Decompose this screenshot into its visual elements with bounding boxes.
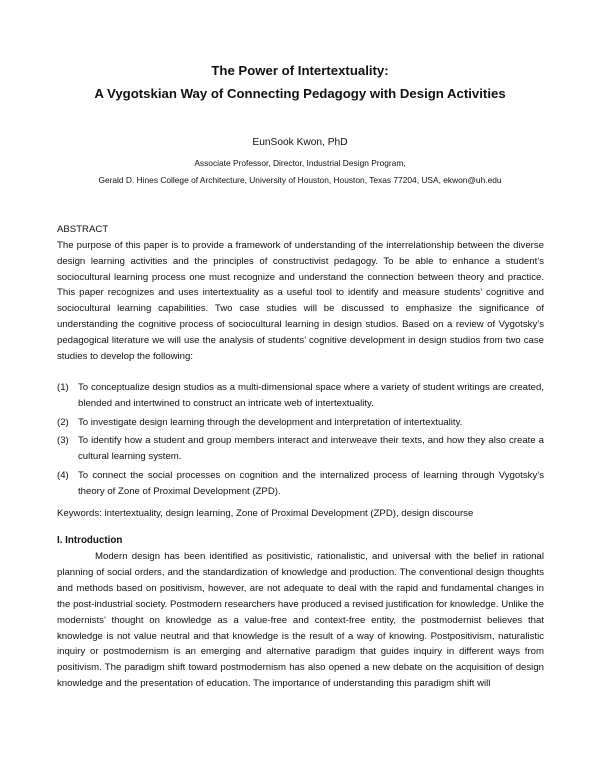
- list-item: [57, 468, 544, 500]
- list-item-text: To conceptualize design studios as a multi-dimensional space where a variety of student writings are created, blended and intertwined to construct an intricate web of intertextuality.: [78, 382, 544, 409]
- list-item-number: (1): [57, 382, 69, 393]
- list-item-text: To identify how a student and group members interact and interweave their texts, and how they also create a cultural learning system.: [78, 435, 544, 463]
- paper-title-line-1: The Power of Intertextuality:: [211, 63, 389, 78]
- keywords-line: Keywords: intertextuality, design learning, Zone of Proximal Development (ZPD), design discourse: [57, 508, 474, 519]
- list-item-number: (2): [57, 416, 69, 428]
- list-item: [57, 380, 544, 412]
- list-item-number: (4): [57, 469, 69, 481]
- list-item-text: To investigate design learning through the development and interpretation of intertextuality.: [78, 416, 463, 428]
- abstract-objectives-list: [57, 380, 544, 503]
- list-item: [57, 415, 544, 431]
- list-item: [57, 433, 544, 465]
- affiliation-line-1: Associate Professor, Director, Industrial Design Program,: [194, 158, 406, 168]
- introduction-heading: I. Introduction: [57, 535, 123, 546]
- affiliation-line-2: Gerald D. Hines College of Architecture, University of Houston, Houston, Texas 77204, USA, ekwon@uh.edu: [98, 175, 502, 185]
- list-item-text: To connect the social processes on cognition and the internalized process of learning through Vygotsky’s theory of Zone of Proximal Development (ZPD).: [78, 469, 544, 497]
- paper-title-line-2: A Vygotskian Way of Connecting Pedagogy with Design Activities: [94, 86, 506, 101]
- abstract-paragraph: The purpose of this paper is to provide a framework of understanding of the interrelationship between the diverse design learning activities and the principles of constructivist pedagogy. To be able to enhance a student’s sociocultural learning process one must recognize and understand the connection between theory and practice. This paper recognizes and uses intertextuality as a useful tool to identify and measure students’ cognitive and sociocultural learning capabilities. Two case studies will be discussed to emphasize the significance of understanding the cognitive process of sociocultural learning in design studios. Based on a review of Vygotsky’s pedagogical literature we will use the analysis of students’ cognitive development in design studios from two case studies to develop the following:: [57, 240, 544, 362]
- abstract-heading: ABSTRACT: [57, 224, 109, 235]
- list-item-number: (3): [57, 435, 69, 447]
- author-name: EunSook Kwon, PhD: [252, 137, 348, 148]
- introduction-paragraph: Modern design has been identified as positivistic, rationalistic, and universal with the belief in rational planning of social orders, and the standardization of knowledge and production. The conventional design thoughts and methods based on positivism, however, are not adequate to deal with the rapid and fundamental changes in the post-industrial society. Postmodern researchers have produced a revised justification for knowledge. Unlike the modernists’ thought on knowledge as a value-free and context-free entity, the postmodernist believes that knowledge is not value neutral and that knowledge is the result of a way of knowing. Postpositivism, naturalistic inquiry or postmodernism is an emerging and alternative paradigm that guides inquiry in different ways from positivism. The paradigm shift toward postmodernism has also opened a new debate on the acquisition of design knowledge and the presentation of education. The importance of understanding this paradigm shift will: [57, 551, 544, 690]
